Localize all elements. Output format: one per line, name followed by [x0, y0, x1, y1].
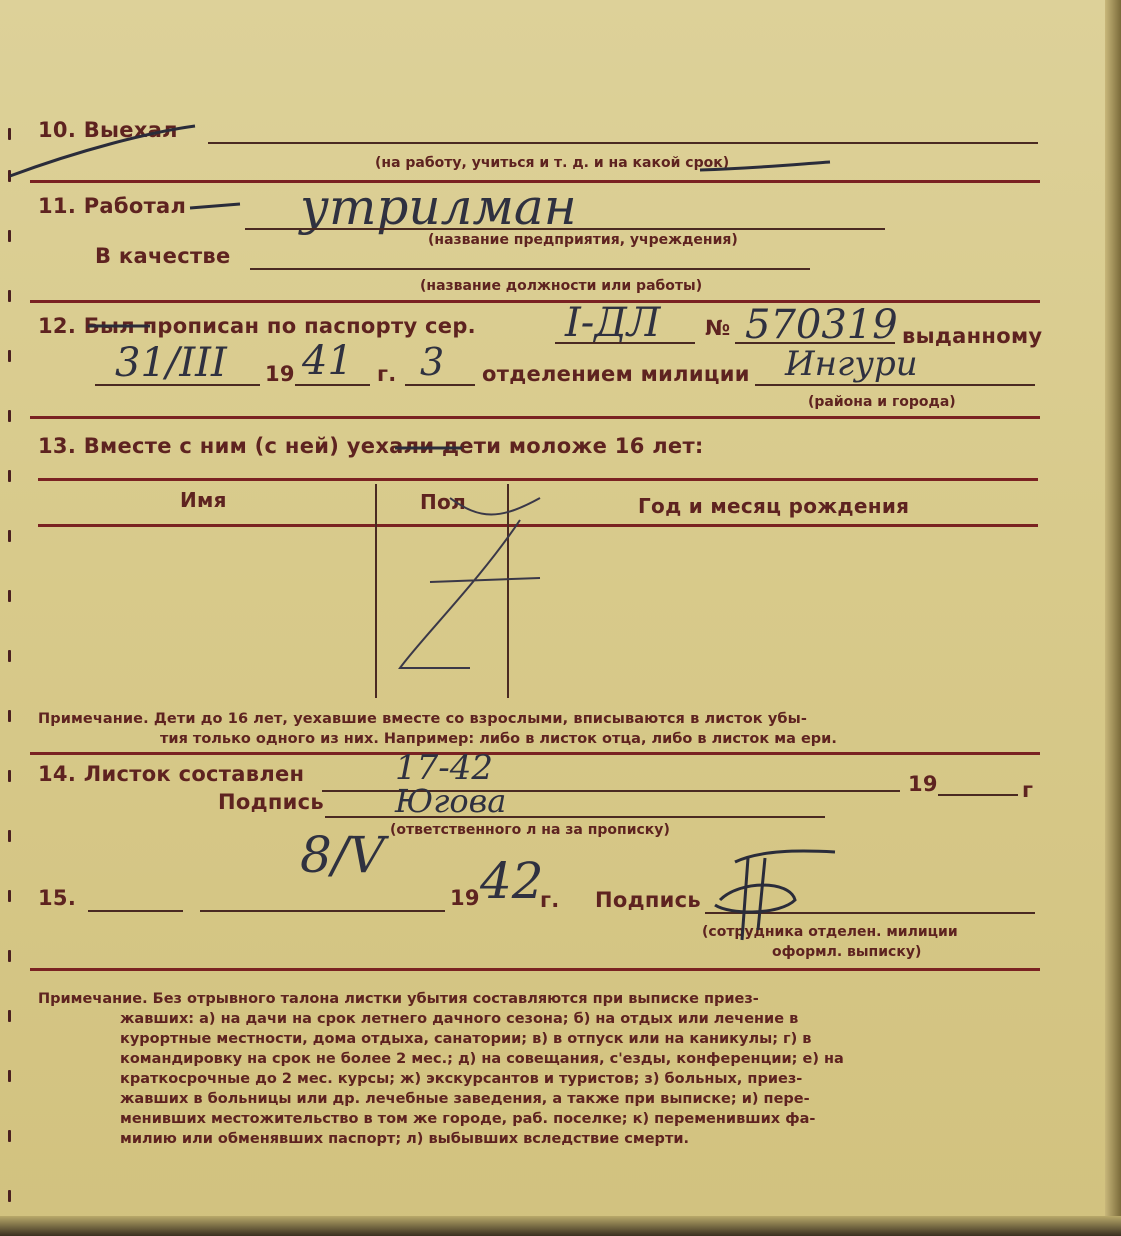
item-12-caption: (района и города): [808, 394, 956, 410]
item-12-text: 12. Был прописан по паспорту сер.: [38, 314, 476, 338]
table-header-name: Имя: [180, 488, 227, 512]
item-12-issued: выданному: [902, 324, 1043, 348]
item-11-caption-employer: (название предприятия, учреждения): [428, 232, 738, 248]
item-14-year-prefix: 19: [908, 772, 938, 796]
item-13-text: 13. Вместе с ним (с ней) уехали дети моложе 16 лет:: [38, 434, 704, 458]
item-12-g: г.: [377, 362, 397, 386]
item-10-caption-strike: [700, 162, 830, 170]
item-15-sign-label: Подпись: [595, 888, 702, 912]
item-12-handwritten-date: 31/III: [115, 340, 227, 386]
item-14-sign-label: Подпись: [218, 790, 325, 814]
item-12-number-label: №: [705, 316, 731, 340]
note-2-line-8: милию или обменявших паспорт; л) выбывших вследствие смерти.: [120, 1131, 690, 1147]
note-2-line-4: командировку на срок не более 2 мес.; д) на совещания, с'езды, конференции; е) на: [120, 1051, 844, 1067]
item-15-caption-2: оформл. выписку): [772, 944, 922, 960]
note-1-line-1: Примечание. Дети до 16 лет, уехавшие вместе со взрослыми, вписываются в листок убы-: [38, 711, 807, 727]
item-15-handwritten-year: 42: [480, 852, 544, 910]
item-15-caption-1: (сотрудника отделен. милиции: [702, 924, 958, 940]
item-11-as-label: В качестве: [95, 244, 231, 268]
item-11-suffix-strike: [190, 204, 240, 208]
item-12-handwritten-series: I-ДЛ: [565, 300, 661, 346]
table-header-birth: Год и месяц рождения: [638, 494, 910, 518]
item-12-dept-label: отделением милиции: [482, 362, 750, 386]
item-11-label: 11. Работал: [38, 194, 187, 218]
note-2-line-7: менивших местожительство в том же городе, раб. поселке; к) переменивших фа-: [120, 1111, 816, 1127]
item-12-handwritten-dept: 3: [420, 340, 445, 384]
note-2-line-6: жавших в больницы или др. лечебные заведения, а также при выписке; и) пере-: [120, 1091, 810, 1107]
item-12-handwritten-number: 570319: [745, 302, 898, 348]
item-15-year-prefix: 19: [450, 886, 480, 910]
item-11-handwritten-employer: утрилман: [300, 178, 577, 236]
item-12-handwritten-year: 41: [302, 338, 353, 384]
item-11-caption-position: (название должности или работы): [420, 278, 703, 294]
item-10-strike-stroke: [10, 126, 195, 176]
table-empty-dash: [400, 498, 540, 668]
item-15-signature: [715, 851, 835, 940]
note-2-line-3: курортные местности, дома отдыха, санатории; в) в отпуск или на каникулы; г) в: [120, 1031, 812, 1047]
item-10-caption: (на работу, учиться и т. д. и на какой срок): [375, 155, 730, 171]
item-15-g: г.: [540, 888, 560, 912]
item-14-caption: (ответственного л на за прописку): [390, 822, 670, 838]
item-14-handwritten-date: 17-42: [395, 748, 494, 788]
item-15-label: 15.: [38, 886, 77, 910]
item-12-handwritten-city: Ингури: [785, 344, 918, 384]
item-15-handwritten-date: 8/V: [300, 826, 385, 884]
item-14-label: 14. Листок составлен: [38, 762, 305, 786]
note-2-line-2: жавших: а) на дачи на срок летнего дачного сезона; б) на отдых или лечение в: [120, 1011, 799, 1027]
item-14-handwritten-signature: Югова: [395, 782, 507, 820]
note-1-line-2: тия только одного из них. Например: либо в листок отца, либо в листок ма ери.: [160, 731, 837, 747]
item-14-g: г: [1022, 778, 1034, 802]
note-2-line-5: краткосрочные до 2 мес. курсы; ж) экскурсантов и туристов; з) больных, приез-: [120, 1071, 803, 1087]
item-10-label: 10. Выехал: [38, 118, 178, 142]
item-12-year-prefix: 19: [265, 362, 295, 386]
table-header-sex: Пол: [420, 490, 467, 514]
note-2-line-1: Примечание. Без отрывного талона листки убытия составляются при выписке приез-: [38, 991, 759, 1007]
